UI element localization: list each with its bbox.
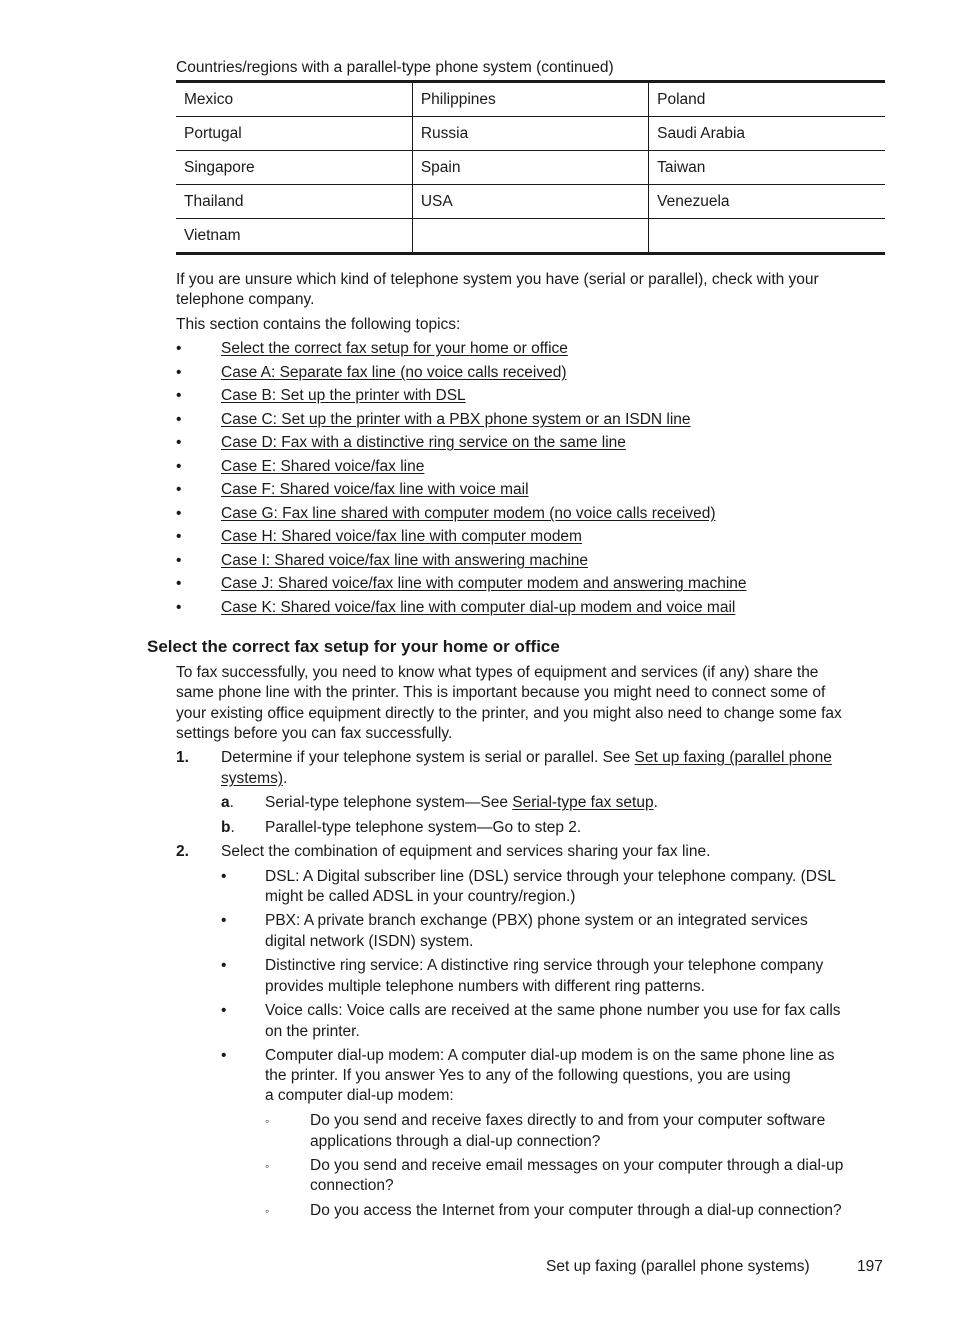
list-item-line: applications through a dial-up connection? xyxy=(310,1133,601,1150)
step-text: Select the combination of equipment and services sharing your fax line. xyxy=(221,843,711,860)
table-row xyxy=(176,185,885,219)
circle-bullet-icon: ◦ xyxy=(265,1204,270,1218)
topic-link[interactable]: Case J: Shared voice/fax line with computer modem and answering machine xyxy=(221,575,747,592)
bullet-icon: • xyxy=(221,957,227,974)
intro-line: If you are unsure which kind of telephone system you have (serial or parallel), check with your xyxy=(176,271,819,288)
bullet-icon: • xyxy=(176,434,182,451)
table-cell: Mexico xyxy=(176,82,412,117)
bullet-icon: • xyxy=(221,868,227,885)
table-cell: Singapore xyxy=(176,151,412,185)
list-item-line: Do you access the Internet from your computer through a dial-up connection? xyxy=(310,1202,842,1219)
paragraph-line: settings before you can fax successfully. xyxy=(176,725,453,742)
list-item-line: the printer. If you answer Yes to any of the following questions, you are using xyxy=(265,1067,791,1084)
topic-link[interactable]: Case A: Separate fax line (no voice calls received) xyxy=(221,364,567,381)
topic-link[interactable]: Case I: Shared voice/fax line with answering machine xyxy=(221,552,589,569)
topics-intro: This section contains the following topics: xyxy=(176,316,461,333)
list-item-line: on the printer. xyxy=(265,1023,360,1040)
substep-letter-label: a xyxy=(221,794,230,811)
serial-setup-link[interactable]: Serial-type fax setup xyxy=(512,794,654,811)
table-row xyxy=(176,82,885,117)
topic-link[interactable]: Case F: Shared voice/fax line with voice mail xyxy=(221,481,529,498)
bullet-icon: • xyxy=(176,599,182,616)
intro-line: telephone company. xyxy=(176,291,315,308)
page-number: 197 xyxy=(857,1258,883,1275)
bullet-icon: • xyxy=(176,552,182,569)
step-text xyxy=(221,770,287,788)
topic-link[interactable]: Select the correct fax setup for your home or office xyxy=(221,340,568,357)
bullet-icon: • xyxy=(221,1002,227,1019)
topic-link[interactable]: Case G: Fax line shared with computer modem (no voice calls received) xyxy=(221,505,716,522)
list-item-line: Distinctive ring service: A distinctive ring service through your telephone company xyxy=(265,957,824,974)
table-cell xyxy=(412,219,648,254)
topic-link[interactable]: Case B: Set up the printer with DSL xyxy=(221,387,466,404)
table-cell: Vietnam xyxy=(184,226,241,244)
table-cell: Portugal xyxy=(176,117,412,151)
table-cell: Spain xyxy=(412,151,648,185)
bullet-icon: • xyxy=(176,340,182,357)
topic-link[interactable]: Case E: Shared voice/fax line xyxy=(221,458,425,475)
list-item-line: Do you send and receive email messages on your computer through a dial-up xyxy=(310,1157,844,1174)
table-cell: USA xyxy=(412,185,648,219)
step-text xyxy=(221,749,832,767)
countries-table xyxy=(176,80,885,255)
list-item-line: a computer dial-up modem: xyxy=(265,1087,454,1104)
table-cell: Poland xyxy=(649,82,885,117)
list-item-line: DSL: A Digital subscriber line (DSL) service through your telephone company. (DSL xyxy=(265,868,836,885)
list-item-line: connection? xyxy=(310,1177,394,1194)
table-cell: Thailand xyxy=(176,185,412,219)
substep-text: Parallel-type telephone system—Go to step 2. xyxy=(265,819,582,836)
table-row xyxy=(176,219,885,254)
table-cell: Venezuela xyxy=(649,185,885,219)
table-row xyxy=(176,117,885,151)
bullet-icon: • xyxy=(176,387,182,404)
step-text-part: Determine if your telephone system is serial or parallel. See xyxy=(221,749,635,766)
list-item-line: Do you send and receive faxes directly to and from your computer software xyxy=(310,1112,826,1129)
paragraph-line: your existing office equipment directly to the printer, and you might also need to change some fax xyxy=(176,705,842,722)
bullet-icon: • xyxy=(221,912,227,929)
bullet-icon: • xyxy=(176,481,182,498)
table-cell: Taiwan xyxy=(649,151,885,185)
substep-text: Serial-type telephone system—See Serial-type fax setup. xyxy=(265,794,658,811)
paragraph-line: To fax successfully, you need to know what types of equipment and services (if any) share the xyxy=(176,664,819,681)
bullet-icon: • xyxy=(176,411,182,428)
table-cell: Philippines xyxy=(412,82,648,117)
bullet-icon: • xyxy=(176,505,182,522)
bullet-icon: • xyxy=(176,528,182,545)
list-item-line: might be called ADSL in your country/region.) xyxy=(265,888,576,905)
list-item-line: Voice calls: Voice calls are received at the same phone number you use for fax calls xyxy=(265,1002,841,1019)
table-row xyxy=(176,151,885,185)
circle-bullet-icon: ◦ xyxy=(265,1159,270,1173)
substep-letter-label: b xyxy=(221,819,231,836)
bullet-icon: • xyxy=(221,1047,227,1064)
table-cell: Saudi Arabia xyxy=(649,117,885,151)
list-item-line: PBX: A private branch exchange (PBX) phone system or an integrated services xyxy=(265,912,808,929)
bullet-icon: • xyxy=(176,458,182,475)
topic-link[interactable]: Case D: Fax with a distinctive ring service on the same line xyxy=(221,434,626,451)
step-text-suffix: . xyxy=(283,770,288,787)
section-heading: Select the correct fax setup for your home or office xyxy=(147,637,560,656)
table-cell xyxy=(649,219,885,254)
parallel-setup-link-cont[interactable]: systems) xyxy=(221,770,283,787)
list-item-line: provides multiple telephone numbers with different ring patterns. xyxy=(265,978,705,995)
topic-link[interactable]: Case H: Shared voice/fax line with computer modem xyxy=(221,528,582,545)
list-item-line: digital network (ISDN) system. xyxy=(265,933,474,950)
substep-letter: a. xyxy=(221,794,234,811)
table-cell: Russia xyxy=(412,117,648,151)
paragraph-line: same phone line with the printer. This is important because you might need to connect some of xyxy=(176,684,826,701)
topic-link[interactable]: Case K: Shared voice/fax line with computer dial-up modem and voice mail xyxy=(221,599,736,616)
bullet-icon: • xyxy=(176,575,182,592)
bullet-icon: • xyxy=(176,364,182,381)
list-item-line: Computer dial-up modem: A computer dial-up modem is on the same phone line as xyxy=(265,1047,835,1064)
circle-bullet-icon: ◦ xyxy=(265,1114,270,1128)
substep-text-part: Serial-type telephone system—See xyxy=(265,794,513,811)
substep-letter: b. xyxy=(221,819,235,836)
step-number: 2. xyxy=(176,843,189,860)
topic-link[interactable]: Case C: Set up the printer with a PBX phone system or an ISDN line xyxy=(221,411,691,428)
footer-title: Set up faxing (parallel phone systems) xyxy=(546,1258,810,1275)
table-caption: Countries/regions with a parallel-type phone system (continued) xyxy=(176,59,614,76)
step-number: 1. xyxy=(176,749,189,766)
parallel-setup-link[interactable]: Set up faxing (parallel phone xyxy=(634,749,832,766)
